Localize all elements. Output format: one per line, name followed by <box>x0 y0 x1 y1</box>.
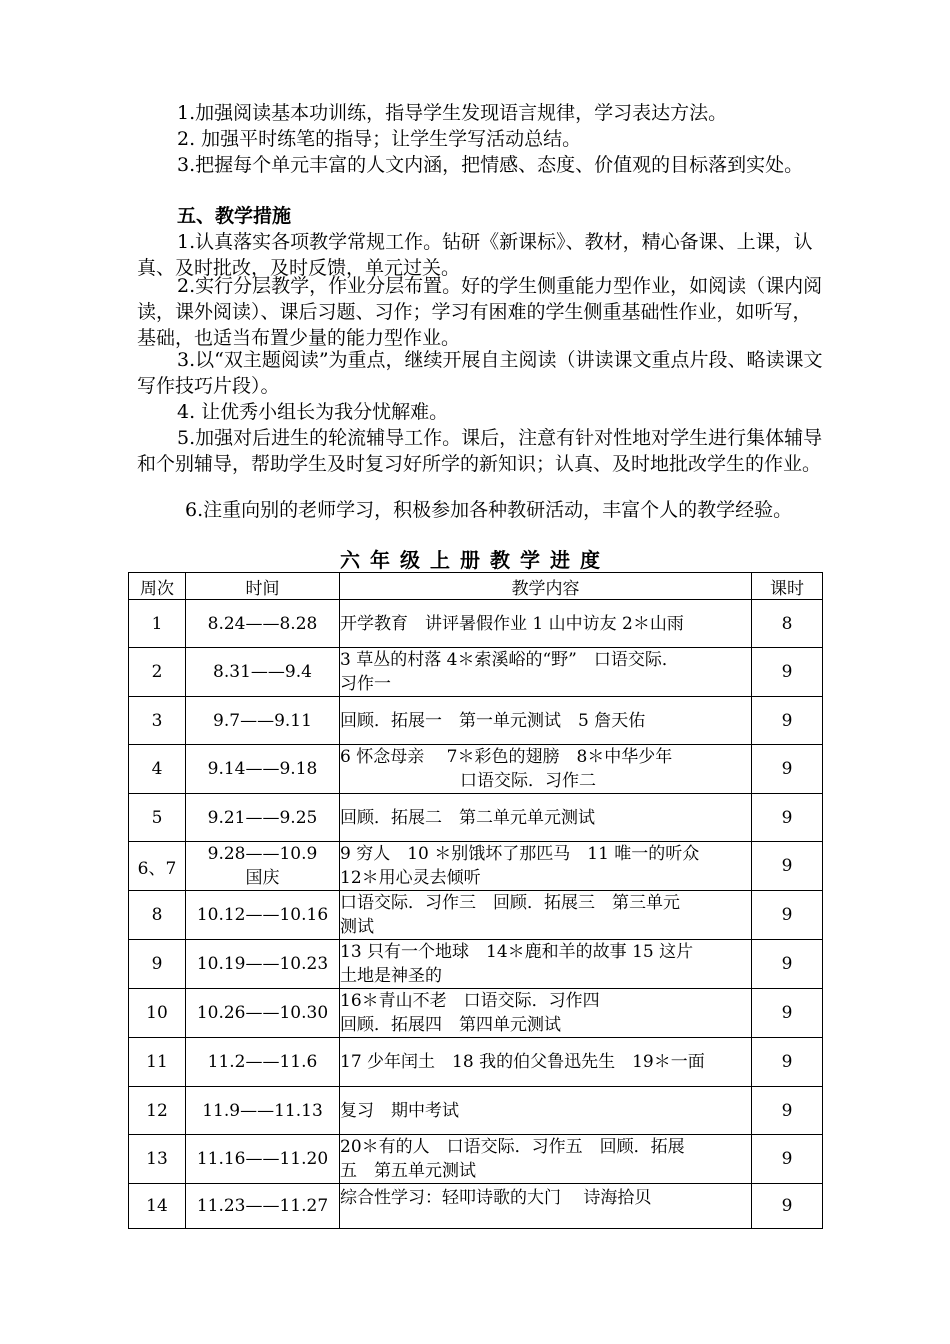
week-cell: 14 <box>129 1184 186 1229</box>
content-line: 9 穷人 10 ＊别饿坏了那匹马 11 唯一的听众 <box>340 844 700 864</box>
header-content: 教学内容 <box>340 573 752 600</box>
content-line: 回顾．拓展二 第二单元单元测试 <box>340 807 595 828</box>
table-row <box>129 1184 823 1229</box>
table-row <box>129 1038 823 1087</box>
holiday-note: 国庆 <box>245 868 280 888</box>
content-line: 20＊有的人 口语交际．习作五 回顾．拓展 <box>340 1137 685 1157</box>
content-line: 测试 <box>340 917 374 937</box>
time-line: 9.28——10.9 <box>207 844 318 864</box>
table-row <box>129 1087 823 1135</box>
content-line: 3 草丛的村落 4＊索溪峪的“野” 口语交际． <box>340 650 679 670</box>
hours-cell: 9 <box>752 1184 823 1229</box>
measure-item-1: 1.认真落实各项教学常规工作。钻研《新课标》、教材，精心备课、上课，认真、及时批改，及时反馈，单元过关。 <box>137 231 813 279</box>
content-line: 16＊青山不老 口语交际．习作四 <box>340 991 600 1011</box>
time-cell: 9.21——9.25 <box>186 794 340 842</box>
content-cell <box>340 1087 752 1135</box>
table-row <box>129 842 823 891</box>
hours-cell: 9 <box>752 940 823 989</box>
schedule-table <box>128 572 823 1229</box>
week-cell: 8 <box>129 891 186 940</box>
content-cell <box>340 745 752 794</box>
time-cell: 10.26——10.30 <box>186 989 340 1038</box>
hours-cell: 9 <box>752 794 823 842</box>
hours-cell: 9 <box>752 891 823 940</box>
table-row <box>129 940 823 989</box>
week-cell: 9 <box>129 940 186 989</box>
time-cell: 11.9——11.13 <box>186 1087 340 1135</box>
content-cell <box>340 940 752 989</box>
content-cell <box>340 648 752 697</box>
hours-cell: 9 <box>752 989 823 1038</box>
content-line: 土地是神圣的 <box>340 966 442 986</box>
week-cell: 2 <box>129 648 186 697</box>
content-cell <box>340 794 752 842</box>
measure-item-6: 6.注重向别的老师学习，积极参加各种教研活动，丰富个人的教学经验。 <box>185 499 793 521</box>
time-cell: 9.7——9.11 <box>186 697 340 745</box>
section-heading: 五、教学措施 <box>177 205 292 227</box>
content-line: 五 第五单元测试 <box>340 1161 476 1181</box>
intro-item-2: 2. 加强平时练笔的指导；让学生学写活动总结。 <box>177 128 582 150</box>
content-line: 12＊用心灵去倾听 <box>340 868 481 888</box>
schedule-title: 六年级上册教学进度 <box>340 548 610 572</box>
content-line: 开学教育 讲评暑假作业 1 山中访友 2＊山雨 <box>340 613 684 634</box>
hours-cell: 9 <box>752 1038 823 1087</box>
hours-cell: 9 <box>752 745 823 794</box>
hours-cell: 9 <box>752 842 823 891</box>
content-cell <box>340 1184 752 1229</box>
time-cell: 8.24——8.28 <box>186 600 340 648</box>
table-row <box>129 600 823 648</box>
time-cell: 9.14——9.18 <box>186 745 340 794</box>
table-header-row <box>129 573 823 600</box>
table-row <box>129 794 823 842</box>
content-cell <box>340 600 752 648</box>
table-row <box>129 697 823 745</box>
header-week: 周次 <box>129 573 186 600</box>
table-row <box>129 648 823 697</box>
time-cell <box>186 842 340 891</box>
header-time: 时间 <box>186 573 340 600</box>
content-line: 习作一 <box>340 674 391 694</box>
table-row <box>129 891 823 940</box>
content-cell <box>340 989 752 1038</box>
table-row <box>129 745 823 794</box>
content-cell <box>340 1135 752 1184</box>
measure-item-2: 2.实行分层教学，作业分层布置。好的学生侧重能力型作业，如阅读（课内阅读，课外阅读）、课后习题、习作；学习有困难的学生侧重基础性作业，如听写，基础，也适当布置少量的能力型作业。 <box>137 275 823 349</box>
time-cell: 11.16——11.20 <box>186 1135 340 1184</box>
hours-cell: 9 <box>752 648 823 697</box>
time-cell: 8.31——9.4 <box>186 648 340 697</box>
content-line: 17 少年闰土 18 我的伯父鲁迅先生 19＊一面 <box>340 1052 705 1072</box>
time-cell: 10.19——10.23 <box>186 940 340 989</box>
time-cell: 11.23——11.27 <box>186 1184 340 1229</box>
intro-item-3: 3.把握每个单元丰富的人文内涵，把情感、态度、价值观的目标落到实处。 <box>177 154 804 176</box>
measure-item-3: 3.以“双主题阅读”为重点，继续开展自主阅读（讲读课文重点片段、略读课文写作技巧片段）。 <box>137 349 823 397</box>
week-cell: 3 <box>129 697 186 745</box>
content-line: 6 怀念母亲 7＊彩色的翅膀 8＊中华少年 <box>340 747 673 767</box>
week-cell: 5 <box>129 794 186 842</box>
content-cell <box>340 842 752 891</box>
content-line: 13 只有一个地球 14＊鹿和羊的故事 15 这片 <box>340 942 694 962</box>
header-hours: 课时 <box>752 573 823 600</box>
measure-item-4: 4. 让优秀小组长为我分忧解难。 <box>177 401 449 423</box>
week-cell: 11 <box>129 1038 186 1087</box>
measure-item-5: 5.加强对后进生的轮流辅导工作。课后，注意有针对性地对学生进行集体辅导和个别辅导，帮助学生及时复习好所学的新知识；认真、及时地批改学生的作业。 <box>137 427 823 475</box>
week-cell: 6、7 <box>129 842 186 891</box>
content-line: 回顾．拓展四 第四单元测试 <box>340 1015 561 1035</box>
hours-cell: 9 <box>752 1135 823 1184</box>
content-cell <box>340 697 752 745</box>
week-cell: 10 <box>129 989 186 1038</box>
time-cell: 10.12——10.16 <box>186 891 340 940</box>
table-row <box>129 989 823 1038</box>
intro-item-1: 1.加强阅读基本功训练，指导学生发现语言规律，学习表达方法。 <box>177 102 728 124</box>
content-line: 回顾．拓展一 第一单元测试 5 詹天佑 <box>340 710 646 731</box>
hours-cell: 9 <box>752 697 823 745</box>
content-line: 综合性学习：轻叩诗歌的大门 诗海拾贝 <box>340 1188 652 1208</box>
content-line: 口语交际．习作二 <box>460 771 596 791</box>
table-row <box>129 1135 823 1184</box>
content-line: 口语交际．习作三 回顾．拓展三 第三单元 <box>340 893 680 913</box>
content-line: 复习 期中考试 <box>340 1100 459 1121</box>
content-cell <box>340 1038 752 1087</box>
week-cell: 4 <box>129 745 186 794</box>
content-cell <box>340 891 752 940</box>
week-cell: 12 <box>129 1087 186 1135</box>
week-cell: 1 <box>129 600 186 648</box>
time-cell: 11.2——11.6 <box>186 1038 340 1087</box>
week-cell: 13 <box>129 1135 186 1184</box>
hours-cell: 9 <box>752 1087 823 1135</box>
hours-cell: 8 <box>752 600 823 648</box>
